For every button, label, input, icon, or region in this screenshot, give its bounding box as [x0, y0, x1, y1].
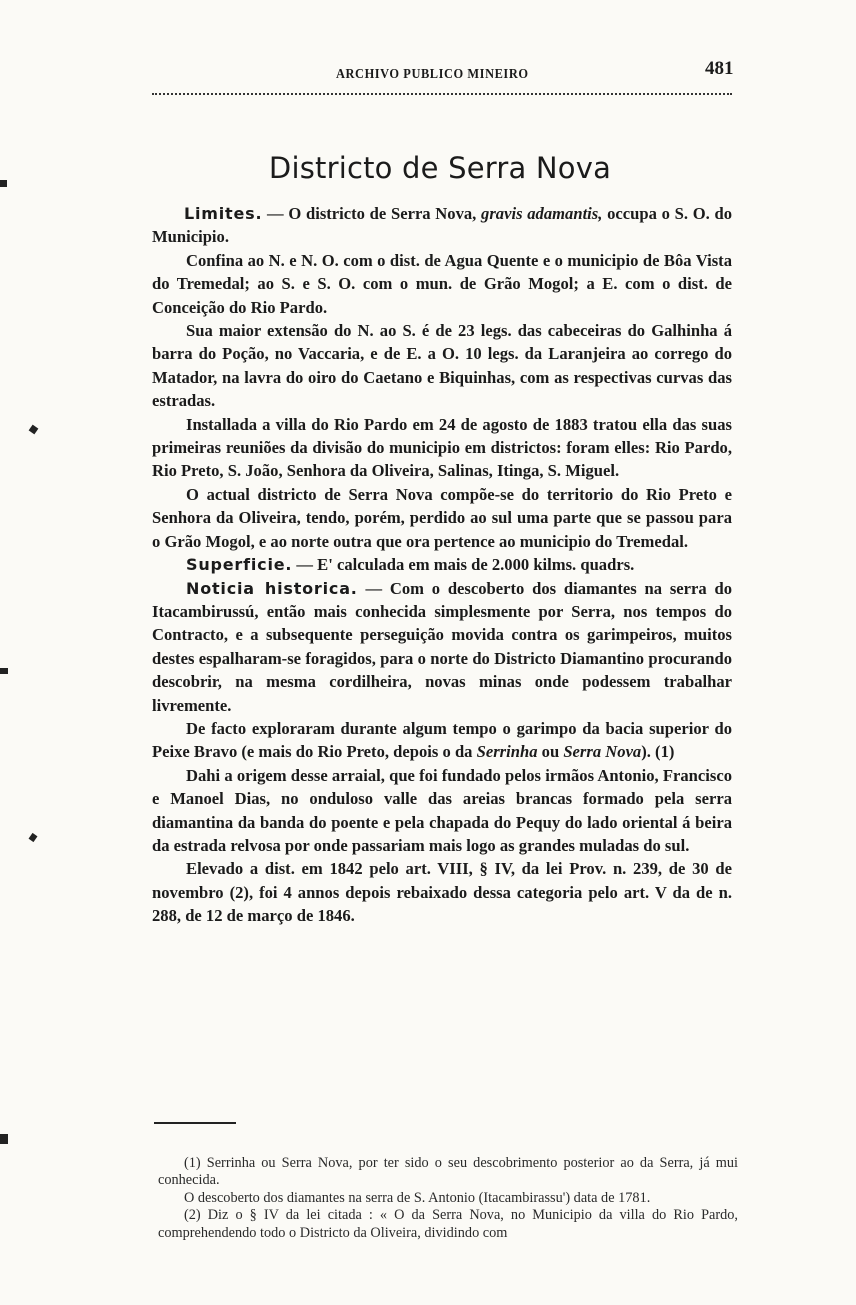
paragraph-text: occupa o S. O. do Municipio.	[152, 204, 732, 247]
paragraph-confina: Confina ao N. e N. O. com o dist. de Agua Quente e o municipio de Bôa Vista do Tremedal; ao S. e S. O. com o mun. de Grão Mogol; a E. com o dist. de Conceição do Rio Pardo.	[152, 250, 732, 317]
footnote-rule	[154, 1122, 236, 1124]
paragraph-italic: Serra Nova	[563, 742, 642, 762]
footnote-2: (2) Diz o § IV da lei citada : « O da Serra Nova, no Municipio da villa do Rio Pardo, comprehendendo todo o Districto da Oliveira, dividindo com	[158, 1207, 738, 1241]
section-heading-limites: Limites.	[184, 204, 263, 223]
page-number: 481	[705, 58, 734, 79]
paragraph-actual-districto: O actual districto de Serra Nova compõe-se do territorio do Rio Preto e Senhora da Oliveira, tendo, porém, perdido ao sul uma parte que se passou para o Grão Mogol, e ao norte outra que ora pertence ao municipio do Tremedal.	[152, 484, 732, 551]
paragraph-text: ). (1)	[641, 742, 675, 762]
paragraph-italic: gravis adamantis,	[481, 204, 603, 223]
footnote-1-continued: O descoberto dos diamantes na serra de S. Antonio (Itacambirassu') data de 1781.	[184, 1189, 651, 1206]
margin-mark	[29, 425, 39, 435]
paragraph-extensao: Sua maior extensão do N. ao S. é de 23 legs. das cabeceiras do Galhinha á barra do Poção, no Vaccaria, e de E. a O. 10 legs. da Laranjeira ao corrego do Matador, na lavra do oiro do Caetano e Biquinhas, com as respectivas curvas das estradas.	[152, 321, 732, 411]
paragraph-text: — O districto de Serra Nova,	[262, 204, 482, 223]
paragraph-text: ou	[537, 742, 564, 762]
running-title: ARCHIVO PUBLICO MINEIRO	[336, 66, 529, 81]
margin-mark	[29, 833, 38, 842]
paragraph-superficie	[152, 553, 732, 576]
body-text	[152, 202, 732, 928]
paragraph-de-facto	[152, 717, 732, 764]
paragraph-elevado: Elevado a dist. em 1842 pelo art. VIII, § IV, da lei Prov. n. 239, de 30 de novembro (2), foi 4 annos depois rebaixado dessa categoria pelo art. V da de n. 288, de 12 de março de 1846.	[152, 859, 732, 926]
section-heading-superficie: Superficie.	[186, 555, 293, 575]
paragraph-text: De facto exploraram durante algum tempo o garimpo da bacia superior do Peixe Bravo (e mais do Rio Preto, depois o da	[152, 718, 732, 762]
paragraph-dahi: Dahi a origem desse arraial, que foi fundado pelos irmãos Antonio, Francisco e Manoel Dias, no onduloso valle das areias brancas formado pela serra diamantina da banda do poente e pela chapada do Pequy do lado oriental á beira da estrada relvosa por onde passariam mais logo as grandes muladas do sul.	[152, 765, 732, 855]
paragraph-limites	[152, 202, 732, 249]
paragraph-text: — Com o descoberto dos diamantes na serra do Itacambirussú, então mais conhecida simplesmente por Serra, nos tempos do Contracto, e a subsequente perseguição movida contra os garimpeiros, muitos destes espalharam-se foragidos, para o norte do Districto Diamantino procurando descobrir, na mesma cordilheira, novas minas onde podessem trabalhar livremente.	[152, 578, 732, 715]
paragraph-text: — E' calculada em mais de 2.000 kilms. quadrs.	[292, 555, 635, 575]
paragraph-italic: Serrinha	[476, 742, 538, 762]
footnote-1: (1) Serrinha ou Serra Nova, por ter sido o seu descobrimento posterior ao da Serra, já mui conhecida.	[158, 1155, 738, 1189]
margin-mark	[0, 1134, 8, 1144]
paragraph-noticia-historica	[152, 577, 732, 717]
margin-mark	[0, 180, 7, 187]
section-heading-noticia-historica: Noticia historica.	[186, 578, 358, 598]
margin-mark	[0, 668, 8, 674]
page-title: Districto de Serra Nova	[268, 151, 612, 186]
header-rule	[152, 93, 732, 95]
paragraph-installada: Installada a villa do Rio Pardo em 24 de agosto de 1883 tratou ella das suas primeiras reuniões da divisão do municipio em districtos: foram elles: Rio Pardo, Rio Preto, S. João, Senhora da Oliveira, Salinas, Itinga, S. Miguel.	[152, 414, 732, 481]
running-head	[152, 60, 732, 86]
footnotes	[158, 1155, 738, 1242]
